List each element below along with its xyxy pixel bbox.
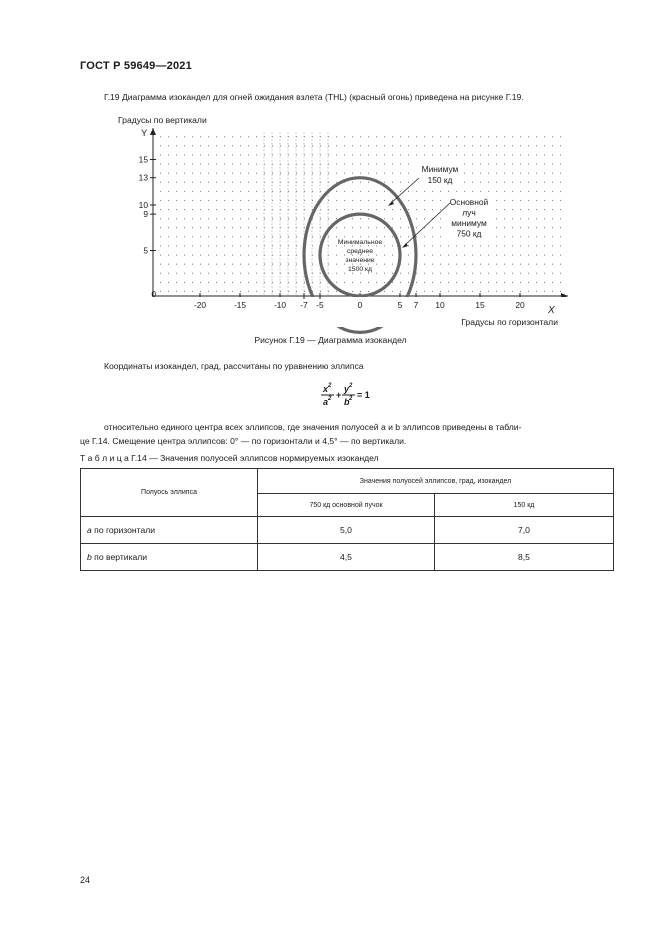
isocandela-diagram: [0, 0, 661, 340]
y-tick-label: 13: [138, 172, 148, 183]
page-number: 24: [80, 875, 91, 885]
y-axis-arrow: [150, 128, 156, 135]
table-group-header: Значения полуосей эллипсов, град, изокандел: [258, 469, 614, 494]
annotation-outer: Минимум: [421, 164, 459, 174]
x-tick-label: -15: [233, 300, 247, 310]
origin-label: 0: [151, 289, 156, 299]
y-axis-label: Градусы по вертикали: [118, 115, 207, 125]
table-subheader-750: 750 кд основной пучок: [258, 494, 435, 517]
table-cell: 8,5: [435, 544, 614, 571]
annotation-inner: Основной: [449, 197, 489, 207]
x-tick-label: -20: [193, 300, 207, 310]
x-axis-letter: X: [548, 305, 555, 316]
annotation-inner: луч: [462, 207, 476, 218]
formula-eq: = 1: [357, 390, 370, 400]
formula-y: y: [344, 384, 350, 394]
annotation-inner: 750 кд: [456, 228, 482, 239]
x-axis-label: Градусы по горизонтали: [461, 317, 558, 327]
annotation-center: значение: [345, 257, 375, 264]
y-tick-label: 10: [138, 200, 148, 210]
x-tick-label: 7: [413, 300, 419, 310]
table-row: [81, 544, 614, 571]
table-subheader-150: 150 кд: [435, 494, 614, 517]
formula-plus: +: [336, 390, 342, 400]
x-tick-label: 10: [435, 300, 445, 310]
annotation-center: 1500 кд: [348, 266, 372, 273]
semiaxes-table: [80, 468, 614, 571]
y-tick-label: 15: [138, 154, 148, 165]
x-tick-label: 0: [357, 300, 363, 310]
coordinates-text: Координаты изокандел, град, рассчитаны по уравнению эллипса: [104, 361, 364, 371]
ellipse-formula: [318, 381, 378, 411]
formula-b: b: [344, 397, 350, 407]
y-axis-letter: Y: [141, 128, 148, 139]
table-caption: Т а б л и ц а Г.14 — Значения полуосей эллипсов нормируемых изокандел: [80, 453, 379, 463]
formula-exp1: 2: [328, 383, 332, 389]
document-header: ГОСТ Р 59649—2021: [80, 60, 192, 72]
y-tick-label: 9: [143, 209, 148, 220]
annotation-outer: 150 кд: [427, 175, 453, 185]
table-row-label: b по вертикали: [81, 544, 258, 571]
annotation-center: Минимальное: [337, 239, 383, 246]
x-tick-label: 20: [515, 300, 525, 310]
paragraph-line-1: относительно единого центра всех эллипсов, где значения полуосей a и b эллипсов приведены в табли-: [104, 422, 522, 432]
table-cell: 4,5: [258, 544, 435, 571]
intro-text: Г.19 Диаграмма изокандел для огней ожидания взлета (THL) (красный огонь) приведена на рисунке Г.19.: [104, 92, 524, 102]
table-row: [81, 517, 614, 544]
y-tick-label: 5: [143, 245, 148, 256]
formula-x: x: [323, 384, 329, 394]
paragraph-line-2: це Г.14. Смещение центра эллипсов: 0° — по горизонтали и 4,5° — по вертикали.: [80, 436, 407, 446]
leader-arrow-inner: [402, 243, 408, 248]
formula-exp4: 2: [349, 396, 353, 402]
annotation-inner: минимум: [451, 218, 487, 228]
x-tick-label: -7: [300, 300, 308, 310]
annotation-center: среднее: [346, 248, 374, 255]
figure-caption: Рисунок Г.19 — Диаграмма изокандел: [254, 335, 407, 345]
formula-exp2: 2: [328, 396, 332, 402]
leader-line-outer: [390, 178, 419, 204]
x-tick-label: -10: [273, 300, 287, 310]
formula-a: a: [323, 397, 329, 407]
table-cell: 7,0: [435, 517, 614, 544]
x-tick-label: -5: [316, 300, 324, 310]
ellipse-paragraph: [80, 420, 602, 448]
table-cell: 5,0: [258, 517, 435, 544]
table-row-label: a по горизонтали: [81, 517, 258, 544]
table-col1-header: Полуось эллипса: [81, 469, 258, 517]
x-tick-label: 5: [397, 300, 403, 310]
x-tick-label: 15: [475, 300, 485, 310]
formula-exp3: 2: [349, 383, 353, 389]
